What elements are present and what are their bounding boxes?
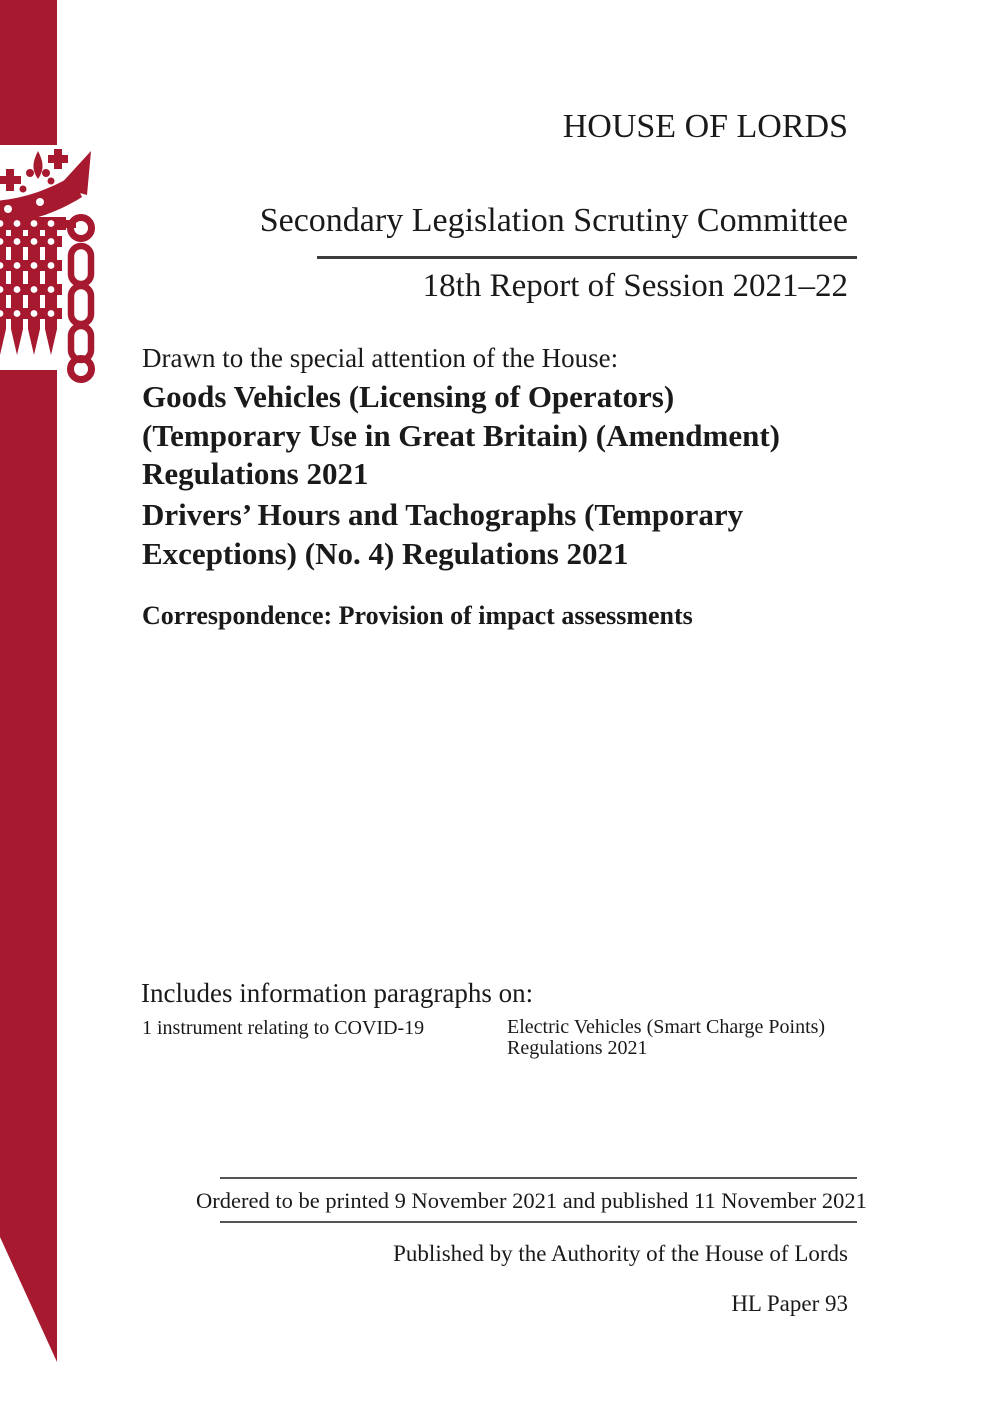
committee-name: Secondary Legislation Scrutiny Committee	[259, 202, 848, 239]
house-of-lords-title: HOUSE OF LORDS	[562, 108, 848, 145]
instrument-title-line: Drivers’ Hours and Tachographs (Temporary	[142, 497, 744, 532]
instrument-title-goods-vehicles	[142, 378, 780, 494]
red-banner-top	[0, 0, 57, 145]
ordered-printed-line: Ordered to be printed 9 November 2021 and published 11 November 2021	[196, 1188, 867, 1213]
published-authority-line: Published by the Authority of the House of Lords	[393, 1241, 848, 1266]
correspondence-heading: Correspondence: Provision of impact assessments	[142, 601, 693, 630]
footer-rule-bottom	[220, 1221, 857, 1223]
instrument-title-line: Goods Vehicles (Licensing of Operators)	[142, 379, 675, 414]
instrument-title-line: (Temporary Use in Great Britain) (Amendment)	[142, 417, 780, 453]
paper-number: HL Paper 93	[731, 1291, 848, 1316]
portcullis-crown-icon	[0, 143, 109, 383]
includes-info-heading: Includes information paragraphs on:	[141, 978, 534, 1008]
info-column-right-line: Electric Vehicles (Smart Charge Points)	[507, 1016, 826, 1038]
info-column-left: 1 instrument relating to COVID-19	[142, 1017, 425, 1039]
instrument-title-line: Regulations 2021	[142, 456, 369, 491]
instrument-title-line: Exceptions) (No. 4) Regulations 2021	[142, 535, 629, 571]
info-column-right-line: Regulations 2021	[507, 1037, 648, 1059]
footer-rule-top	[220, 1177, 857, 1179]
header-divider-rule	[317, 256, 857, 259]
special-attention-intro: Drawn to the special attention of the House:	[142, 343, 619, 373]
info-column-right	[507, 1017, 825, 1059]
instrument-title-drivers-hours	[142, 496, 743, 573]
red-banner-tail	[0, 370, 57, 1365]
report-session-title: 18th Report of Session 2021–22	[422, 268, 848, 304]
